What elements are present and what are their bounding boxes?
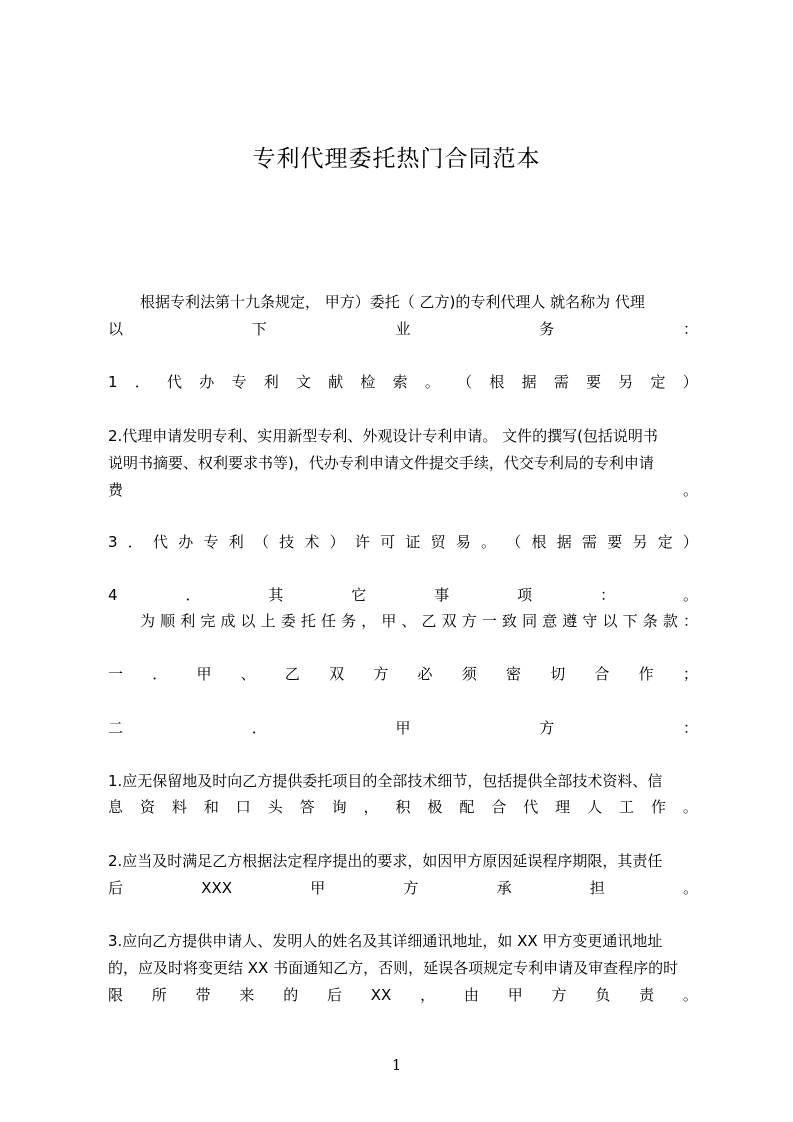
list-item-1 [108,372,698,392]
char: 需 [581,533,597,551]
char: 息 [108,798,124,816]
char: ： [600,586,616,604]
char: 另 [618,373,634,391]
clause-1 [108,664,698,684]
char: 致 [501,612,517,630]
char: ． [134,373,150,391]
char: （ [253,533,269,551]
char: 意 [542,612,558,630]
char: 方 [403,879,419,897]
char: ： [682,320,698,338]
char: 据 [521,373,537,391]
char: 甲 [196,665,212,683]
char: 作 [638,665,654,683]
char: 以 [602,612,618,630]
char: 证 [405,533,421,551]
char: ， [361,612,377,630]
char: 上 [260,612,276,630]
char: 乙 [284,665,300,683]
char: 代 [153,533,169,551]
char: 答 [299,798,315,816]
char: 1 [108,373,118,391]
char: 。 [682,986,698,1004]
char: ： [682,719,698,737]
char: 据 [556,533,572,551]
char: 遵 [562,612,578,630]
clause-2-item-1-line: 1.应无保留地及时向乙方提供委托项目的全部技术细节，包括提供全部技术资料、信 [108,772,663,790]
char: 许 [354,533,370,551]
char: 极 [427,798,443,816]
char: 以 [240,612,256,630]
char: ） [682,373,698,391]
char: 负 [595,986,611,1004]
char: 下 [251,320,267,338]
char: 文 [295,373,311,391]
char: 理 [555,798,571,816]
char: XX [370,986,392,1004]
char: 资 [139,798,155,816]
clause-2-item-2-line: 2.应当及时满足乙方根据法定程序提出的要求，如因甲方原因延误程序期限，其责任 [108,852,663,870]
char: 切 [550,665,566,683]
char: 款 [662,612,678,630]
char: 口 [235,798,251,816]
char: 甲 [395,719,411,737]
char: 办 [178,533,194,551]
list-item-2-line [108,480,698,500]
char: 乙 [421,612,437,630]
char: 后 [326,986,342,1004]
char: 。 [682,798,698,816]
clause-2-item-2-line [108,878,698,898]
char: 守 [582,612,598,630]
char: 办 [199,373,215,391]
char: 二 [108,719,124,737]
char: 献 [328,373,344,391]
clauses-intro [140,611,698,631]
char: 以 [108,320,124,338]
char: 根 [531,533,547,551]
char: 定 [650,373,666,391]
char: 根 [489,373,505,391]
char: 后 [108,879,124,897]
char: ） [329,533,345,551]
paragraph-line: 根据专利法第十九条规定， 甲方）委托（ 乙方)的专利代理人 就名称为 代理 [140,293,645,311]
char: 下 [622,612,638,630]
char: 务 [341,612,357,630]
char: 询 [331,798,347,816]
char: 一 [481,612,497,630]
char: 技 [279,533,295,551]
char: 。 [682,879,698,897]
char: 代 [523,798,539,816]
char: 方 [373,665,389,683]
char: ， [420,986,436,1004]
char: 检 [360,373,376,391]
char: 委 [280,612,296,630]
char: 可 [380,533,396,551]
char: 方 [551,986,567,1004]
char: 利 [228,533,244,551]
list-item-3 [108,532,698,552]
char: ． [251,719,267,737]
char: 一 [108,665,124,683]
char: （ [457,373,473,391]
char: 专 [231,373,247,391]
char: 工 [619,798,635,816]
char: ， [363,798,379,816]
char: 须 [461,665,477,683]
char: 、 [240,665,256,683]
char: XXX [201,879,233,897]
clause-2-item-1-line [108,797,698,817]
document-title: 专利代理委托热门合同范本 [252,146,541,172]
char: 密 [505,665,521,683]
char: 索 [392,373,408,391]
char: 甲 [310,879,326,897]
char: 来 [239,986,255,1004]
char: 头 [267,798,283,816]
char: （ [506,533,522,551]
char: 为 [140,612,156,630]
char: 甲 [507,986,523,1004]
char: 担 [589,879,605,897]
char: 和 [203,798,219,816]
char: 定 [657,533,673,551]
char: 要 [586,373,602,391]
char: 人 [587,798,603,816]
list-item-2-line: 2.代理申请发明专利、实用新型专利、外观设计专利申请。 文件的撰写(包括说明书 [108,427,658,445]
char: 合 [491,798,507,816]
char: 3 [108,533,118,551]
char: 承 [496,879,512,897]
char: 任 [320,612,336,630]
char: 同 [522,612,538,630]
char: 利 [263,373,279,391]
char: 托 [300,612,316,630]
char: 需 [553,373,569,391]
char: 它 [351,586,367,604]
char: 方 [539,719,555,737]
page-number: 1 [391,1056,402,1074]
clause-2-item-3-line [108,985,698,1005]
char: 的 [283,986,299,1004]
char: 带 [195,986,211,1004]
char: 合 [594,665,610,683]
clause-2-heading [108,718,698,738]
char: 必 [417,665,433,683]
char: 成 [220,612,236,630]
char: 其 [268,586,284,604]
char: 业 [395,320,411,338]
char: 由 [463,986,479,1004]
char: ． [152,665,168,683]
char: 条 [642,612,658,630]
char: 另 [632,533,648,551]
char: 作 [650,798,666,816]
char: 利 [180,612,196,630]
char: 务 [539,320,555,338]
char: 所 [151,986,167,1004]
char: 项 [517,586,533,604]
list-item-2-line: 说明书摘要、权利要求书等)，代办专利申请文件提交手续，代交专利局的专利申请 [108,454,654,472]
char: 、 [401,612,417,630]
char: 。 [424,373,440,391]
clause-2-item-3-line: 3.应向乙方提供申请人、发明人的姓名及其详细通讯地址，如 XX 甲方变更通讯地址 [108,932,663,950]
char: ． [185,586,201,604]
char: 。 [682,586,698,604]
char: 贸 [430,533,446,551]
char: 顺 [160,612,176,630]
char: 事 [434,586,450,604]
char: 限 [108,986,124,1004]
char: 方 [461,612,477,630]
char: 配 [459,798,475,816]
char: 双 [441,612,457,630]
char: 料 [171,798,187,816]
list-item-4 [108,585,698,605]
char: 易 [455,533,471,551]
char: 专 [203,533,219,551]
char: 。 [682,481,698,499]
char: 双 [329,665,345,683]
clause-2-item-3-line: 的，应及时将变更结 XX 书面通知乙方，否则，延误各项规定专利申请及审查程序的时 [108,959,679,977]
char: 要 [607,533,623,551]
char: 术 [304,533,320,551]
char: 完 [200,612,216,630]
char: 甲 [381,612,397,630]
char: 积 [395,798,411,816]
char: ） [682,533,698,551]
char: 代 [167,373,183,391]
char: ： [682,612,698,630]
char: 4 [108,586,118,604]
char: 费 [108,481,124,499]
paragraph-line [108,319,698,339]
char: 责 [639,986,655,1004]
char: ； [682,665,698,683]
char: ． [127,533,143,551]
char: 。 [481,533,497,551]
